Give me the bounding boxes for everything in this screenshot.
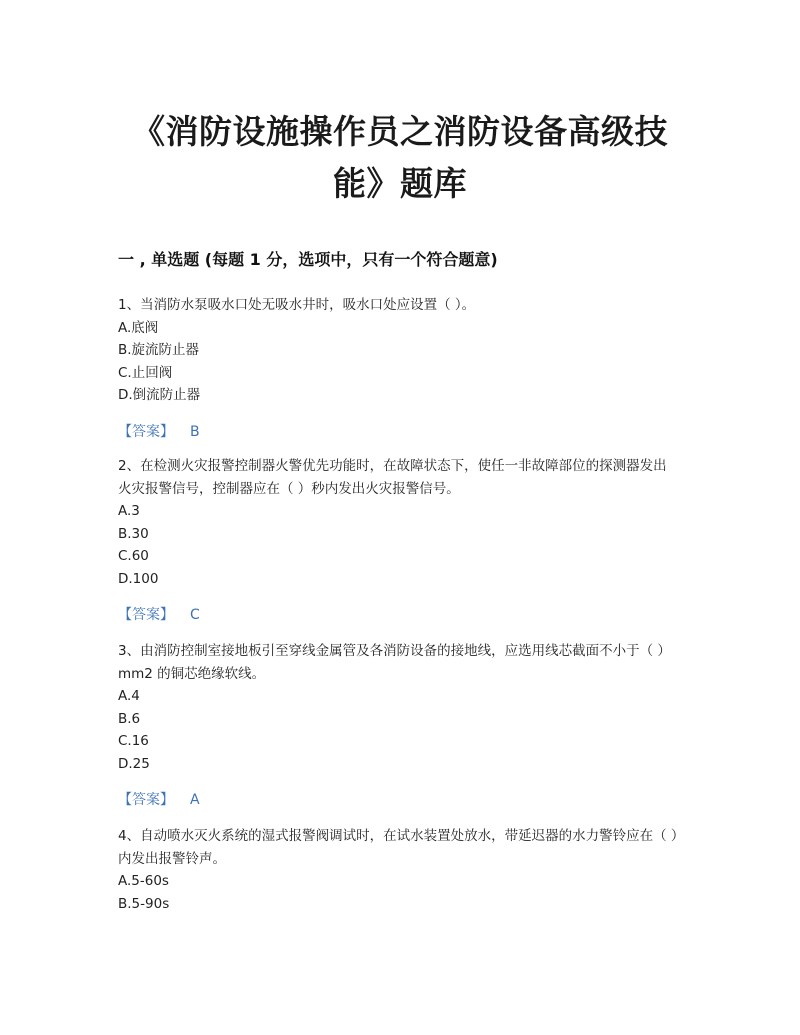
document-title: 《消防设施操作员之消防设备高级技能》题库 [132, 112, 668, 203]
question-stem: 3、由消防控制室接地板引至穿线金属管及各消防设备的接地线，应选用线芯截面不小于（ ）mm2 的铜芯绝缘软线。 [118, 643, 671, 682]
option-list [118, 500, 678, 590]
option-b: B.6 [118, 710, 141, 727]
option-b: B.30 [118, 525, 149, 542]
answer-value: A [190, 792, 200, 808]
option-d: D.倒流防止器 [118, 387, 201, 403]
option-a: A.4 [118, 688, 140, 704]
answer-label: 【答案】 [118, 792, 174, 808]
answer-line [118, 789, 678, 811]
question-2 [118, 455, 678, 626]
option-c: C.60 [118, 548, 149, 564]
question-stem: 1、当消防水泵吸水口处无吸水井时，吸水口处应设置（ ）。 [118, 297, 476, 313]
answer-label: 【答案】 [118, 607, 174, 623]
option-list [118, 685, 678, 775]
question-stem: 2、在检测火灾报警控制器火警优先功能时，在故障状态下，使任一非故障部位的探测器发出火灾报警信号，控制器应在（ ）秒内发出火灾报警信号。 [118, 458, 667, 497]
option-d: D.100 [118, 570, 159, 587]
option-list [118, 870, 678, 915]
answer-label: 【答案】 [118, 423, 174, 440]
option-a: A.5-60s [118, 873, 169, 889]
answer-line [118, 604, 678, 626]
section-heading: 一 , 单选题 (每题 1 分，选项中，只有一个符合题意) [118, 250, 498, 269]
option-b: B.旋流防止器 [118, 342, 200, 358]
option-list [118, 317, 678, 407]
answer-value: B [190, 423, 200, 440]
question-stem: 4、自动喷水灭火系统的湿式报警阀调试时，在试水装置处放水，带延迟器的水力警铃应在（ ）内发出报警铃声。 [118, 828, 678, 867]
question-3 [118, 640, 678, 811]
option-b: B.5-90s [118, 895, 170, 912]
option-c: C.16 [118, 733, 149, 749]
answer-value: C [190, 607, 200, 623]
question-1 [118, 294, 678, 443]
option-a: A.底阀 [118, 319, 159, 336]
question-4 [118, 825, 678, 915]
option-d: D.25 [118, 755, 150, 772]
option-a: A.3 [118, 503, 140, 519]
option-c: C.止回阀 [118, 364, 173, 381]
answer-line [118, 421, 678, 443]
